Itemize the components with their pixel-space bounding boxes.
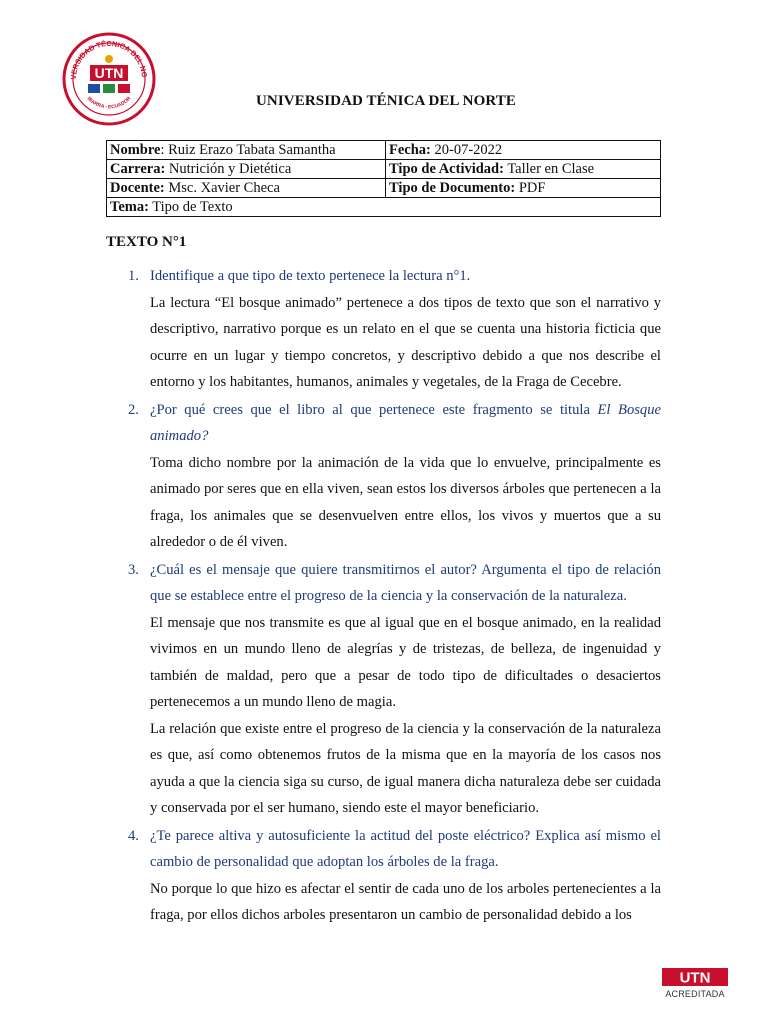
student-info-table [106,140,661,217]
carrera-cell: Carrera: Nutrición y Dietética [107,160,386,179]
footer-logo-text: UTN [679,969,711,987]
university-title: UNIVERSIDAD TÉNICA DEL NORTE [256,93,516,109]
question-3 [106,557,661,610]
tipo-actividad-cell: Tipo de Actividad: Taller en Clase [386,160,661,179]
docente-cell: Docente: Msc. Xavier Checa [107,179,386,198]
seal-text-top: VERSIDAD TÉCNICA DEL NO [68,39,150,80]
question-text: Identifique a que tipo de texto pertenece la lectura n°1. [150,268,471,284]
tema-cell: Tema: Tipo de Texto [107,198,661,217]
question-number: 3. [128,561,139,578]
question-1 [106,263,661,290]
question-number: 4. [128,827,139,844]
section-title: TEXTO N°1 [106,234,187,250]
nombre-cell: Nombre: Ruiz Erazo Tabata Samantha [107,141,386,160]
answer-paragraph: La relación que existe entre el progreso de la ciencia y la conservación de la naturaleza es que, así como obtenemos frutos de la misma que en la mayoría de los casos nos ayuda a que la ciencia siga su curso, de igual manera dicha naturaleza debe ser cuidada y conservada por el ser humano, siendo este el mayor beneficiario. [150,720,661,816]
seal-text-bottom: IBARRA - ECUADOR [85,95,133,111]
seal-acronym: UTN [94,65,124,81]
question-4 [106,823,661,876]
question-text: ¿Por qué crees que el libro al que pertenece este fragmento se titula El Bosque animado? [150,401,661,444]
utn-accreditation-logo [662,967,728,1003]
tipo-documento-cell: Tipo de Documento: PDF [386,179,661,198]
answer-paragraph: La lectura “El bosque animado” pertenece a dos tipos de texto que son el narrativo y descriptivo, narrativo porque es un relato en el que se cuenta una historia ficticia que ocurre en un lugar y tiempo concretos, y descriptivo debido a que nos describe el entorno y los habitantes, humanos, animales y vegetales, de la Fraga de Cecebre. [150,294,661,390]
answer-paragraph: No porque lo que hizo es afectar el sentir de cada uno de los arboles pertenecientes a la fraga, por ellos dichos arboles presentaron un cambio de personalidad debido a los [150,880,661,923]
fecha-cell: Fecha: 20-07-2022 [386,141,661,160]
answer-paragraph: El mensaje que nos transmite es que al igual que en el bosque animado, en la realidad vivimos en un mundo lleno de alegrías y de tristezas, de belleza, de ingenuidad y también de maldad, pero que a pesar de todo tipo de dificultades o desaciertos pertenecemos a un mundo lleno de magia. [150,614,661,710]
question-text: ¿Te parece altiva y autosuficiente la actitud del poste eléctrico? Explica así mismo el cambio de personalidad que adoptan los árboles de la fraga. [150,827,661,870]
question-2 [106,397,661,450]
accreditation-label: ACREDITADA [665,989,725,999]
answer-paragraph: Toma dicho nombre por la animación de la vida que lo envuelve, principalmente es animado por seres que en ella viven, sean estos los diversos árboles que pertenecen a la fraga, los animales que se desenvuelven entre ellos, los vivos y muertos que a su alrededor o de él viven. [150,454,661,550]
question-number: 1. [128,268,139,284]
question-text: ¿Cuál es el mensaje que quiere transmitirnos el autor? Argumenta el tipo de relación que se establece entre el progreso de la ciencia y la conservación de la naturaleza. [150,561,661,604]
question-number: 2. [128,401,139,418]
document-body [106,262,661,929]
university-seal-logo [62,32,156,126]
book-title-italic: El Bosque animado? [150,401,661,444]
